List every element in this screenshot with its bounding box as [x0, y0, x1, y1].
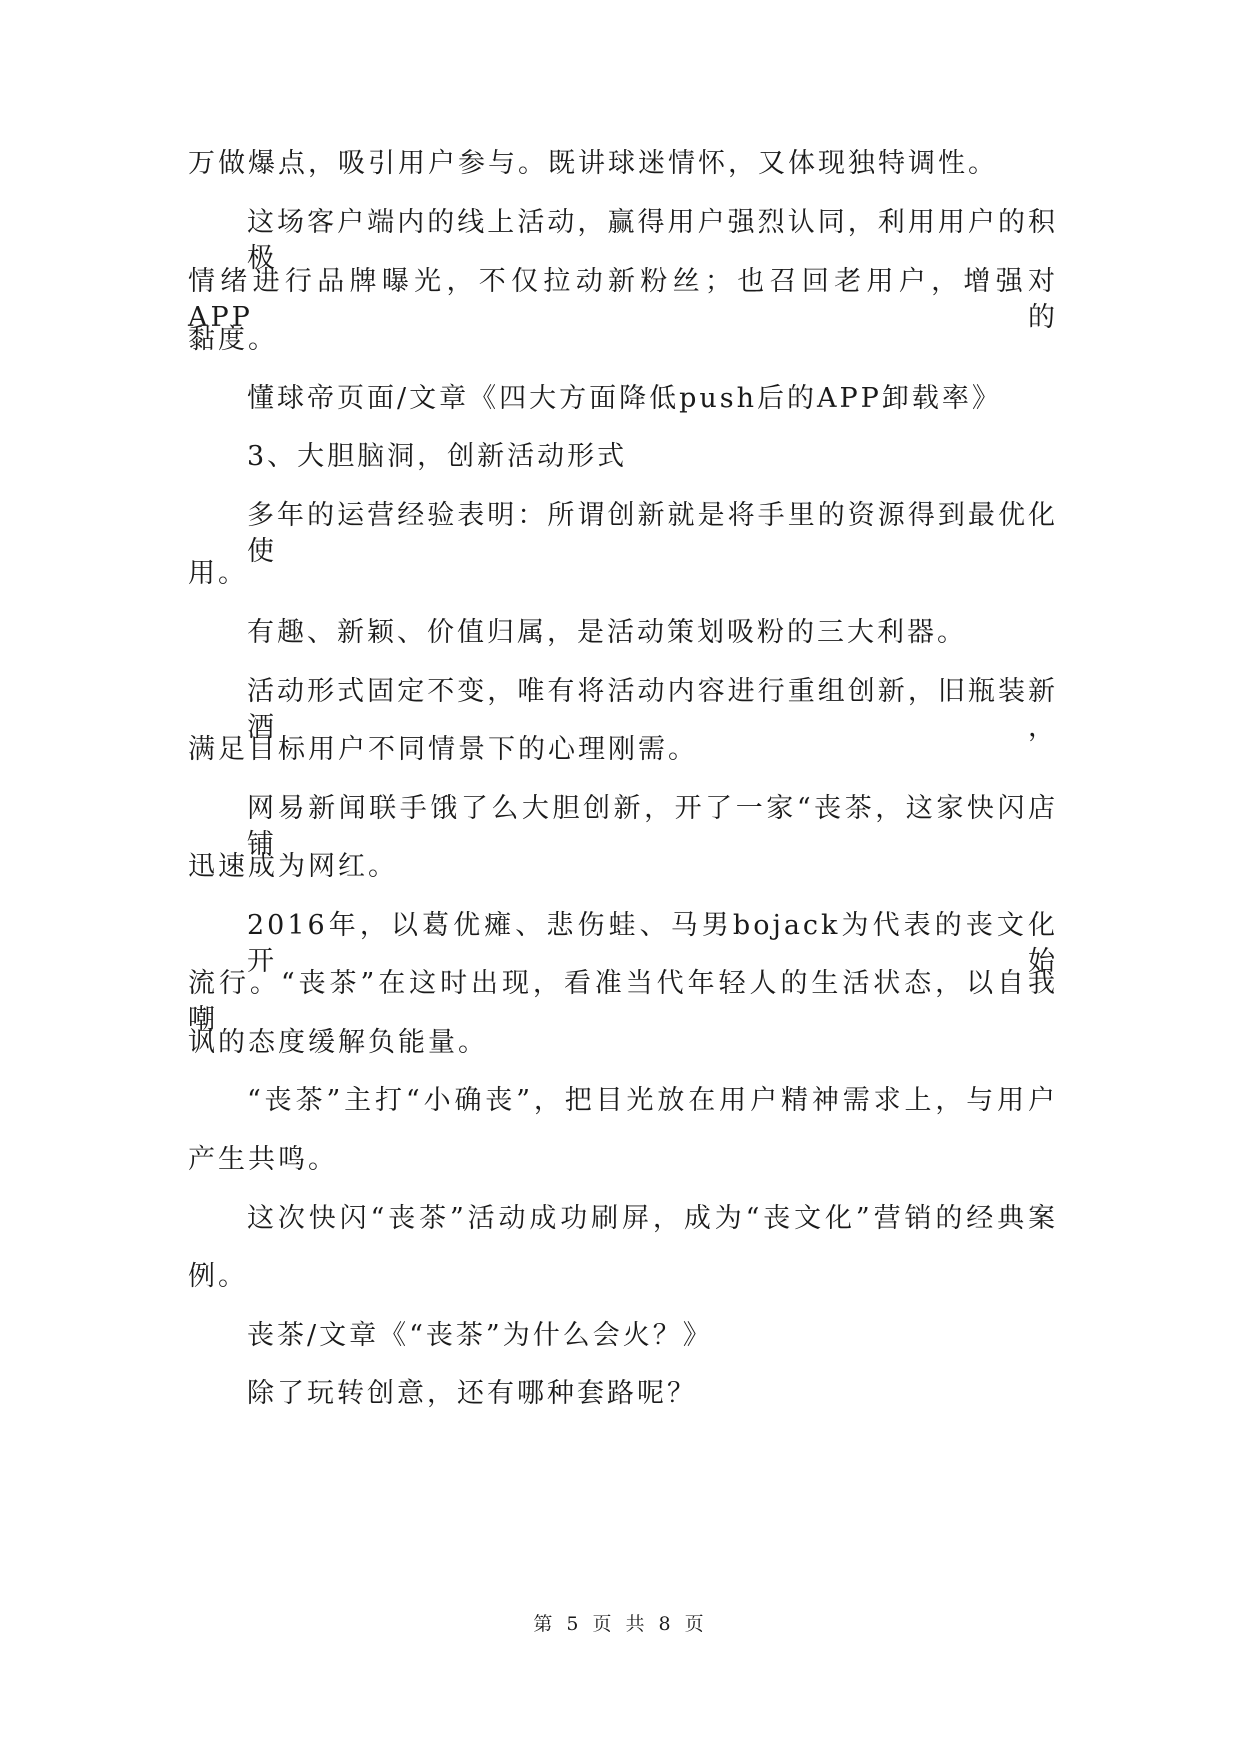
text-line: 活动形式固定不变，唯有将活动内容进行重组创新，旧瓶装新酒，: [247, 676, 1058, 743]
text-line: 多年的运营经验表明：所谓创新就是将手里的资源得到最优化使: [247, 500, 1058, 567]
text-line: 这次快闪“丧茶”活动成功刷屏，成为“丧文化”营销的经典案: [247, 1203, 1058, 1234]
page-footer: 第 5 页 共 8 页: [533, 1613, 708, 1635]
text-line: 2016年，以葛优瘫、悲伤蛙、马男bojack为代表的丧文化开始: [247, 910, 1058, 977]
text-line: 网易新闻联手饿了么大胆创新，开了一家“丧茶，这家快闪店铺: [247, 793, 1058, 860]
text-line: 讽的态度缓解负能量。: [188, 1027, 488, 1058]
text-line: 懂球帝页面/文章《四大方面降低push后的APP卸载率》: [247, 383, 1002, 414]
section-heading: 3、大胆脑洞，创新活动形式: [247, 441, 628, 472]
text-line: 这场客户端内的线上活动，赢得用户强烈认同，利用用户的积极: [247, 207, 1058, 274]
text-line: 用。: [188, 558, 248, 589]
text-line: 满足目标用户不同情景下的心理刚需。: [188, 734, 698, 765]
text-line: 有趣、新颖、价值归属，是活动策划吸粉的三大利器。: [247, 617, 967, 648]
text-line: 流行。“丧茶”在这时出现，看准当代年轻人的生活状态，以自我嘲: [188, 968, 1058, 1035]
text-line: “丧茶”主打“小确丧”，把目光放在用户精神需求上，与用户: [247, 1085, 1058, 1116]
text-line: 产生共鸣。: [188, 1144, 338, 1175]
text-line: 例。: [188, 1261, 248, 1292]
text-line: 黏度。: [188, 324, 278, 355]
text-line: 万做爆点，吸引用户参与。既讲球迷情怀，又体现独特调性。: [188, 148, 998, 179]
text-line: 迅速成为网红。: [188, 851, 398, 882]
text-line: 丧茶/文章《“丧茶”为什么会火？》: [247, 1320, 713, 1351]
text-line: 除了玩转创意，还有哪种套路呢？: [247, 1378, 697, 1409]
text-line: 情绪进行品牌曝光，不仅拉动新粉丝；也召回老用户，增强对APP的: [188, 266, 1058, 333]
